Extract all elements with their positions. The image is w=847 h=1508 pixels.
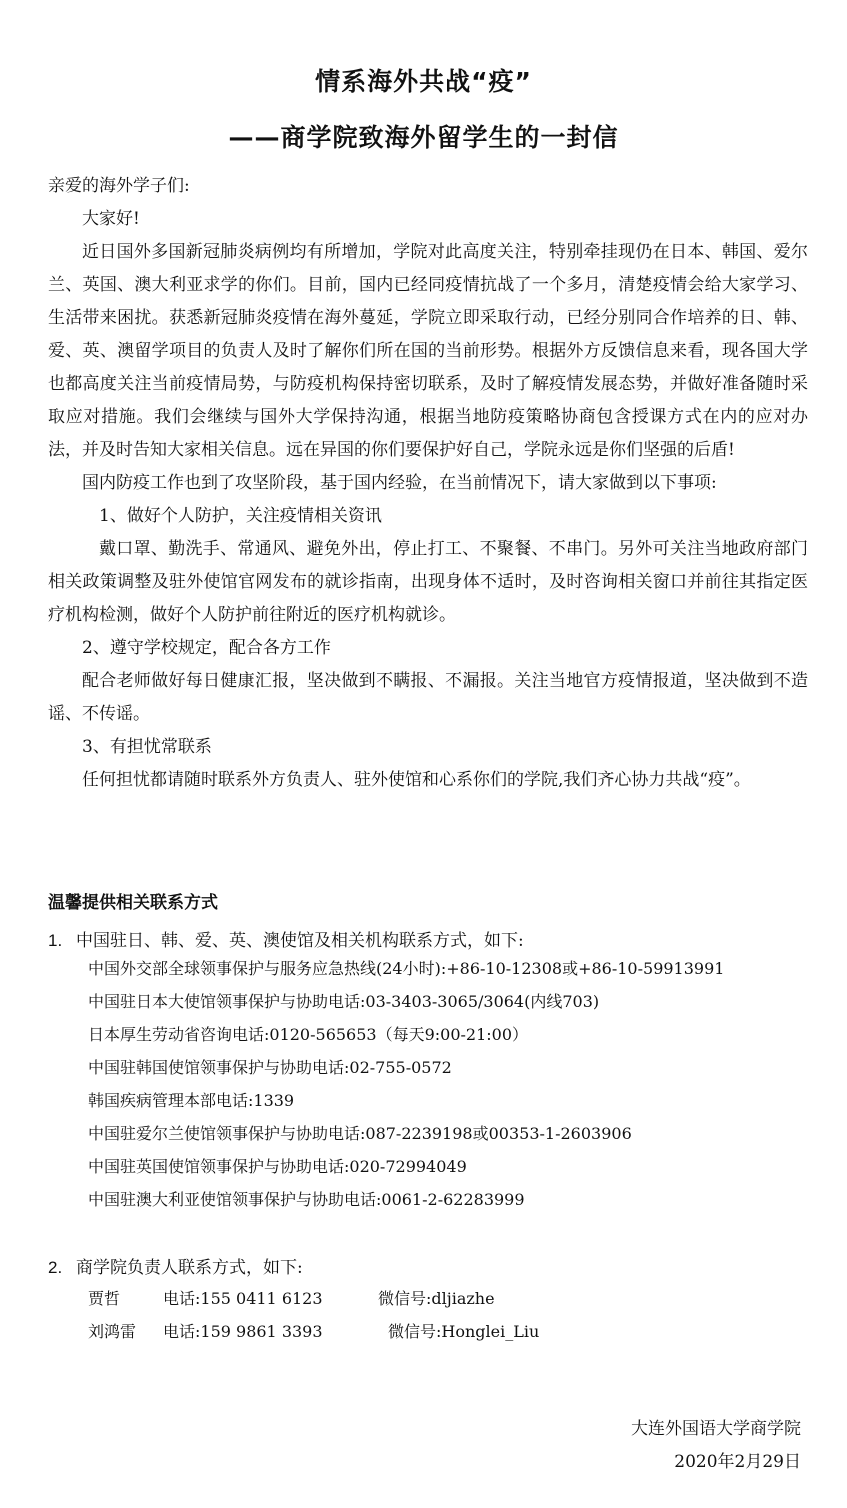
contact-section-heading: 温馨提供相关联系方式 <box>48 893 218 913</box>
item-text-protection: 戴口罩、勤洗手、常通风、避免外出，停止打工、不聚餐、不串门。另外可关注当地政府部门相关政策调整及驻外使馆官网发布的就诊指南，出现身体不适时，及时咨询相关窗口并前往其指定医疗机构检测，做好个人防护前往附近的医疗机构就诊。 <box>48 539 808 625</box>
person-wechat: 微信号:Honglei_Liu <box>388 1322 540 1341</box>
embassy-contact-list <box>88 952 724 1216</box>
greeting: 大家好! <box>82 209 140 229</box>
signature-date: 2020年2月29日 <box>674 1452 801 1472</box>
person-wechat: 微信号:dljiazhe <box>378 1289 495 1308</box>
contact-line: 韩国疾病管理本部电话:1339 <box>88 1091 295 1110</box>
contact-line: 中国驻韩国使馆领事保护与协助电话:02-755-0572 <box>88 1058 452 1077</box>
contact-line: 中国驻澳大利亚使馆领事保护与协助电话:0061-2-62283999 <box>88 1190 525 1209</box>
letter-body <box>48 203 808 797</box>
person-phone: 电话:159 9861 3393 <box>163 1322 323 1341</box>
contact-line: 中国驻日本大使馆领事保护与协助电话:03-3403-3065/3064(内线703) <box>88 992 600 1011</box>
list-title: 中国驻日、韩、爱、英、澳使馆及相关机构联系方式，如下: <box>76 931 524 951</box>
contact-line: 中国驻英国使馆领事保护与协助电话:020-72994049 <box>88 1157 467 1176</box>
person-name: 贾哲 <box>88 1289 121 1308</box>
person-phone: 电话:155 0411 6123 <box>163 1289 323 1308</box>
salutation: 亲爱的海外学子们: <box>48 176 190 196</box>
item-heading-rules: 2、遵守学校规定，配合各方工作 <box>82 638 331 658</box>
item-heading-protection: 1、做好个人防护，关注疫情相关资讯 <box>99 506 382 526</box>
contact-line: 中国驻爱尔兰使馆领事保护与协助电话:087-2239198或00353-1-2603906 <box>88 1124 632 1143</box>
school-list-heading <box>48 1253 303 1278</box>
page-title: 情系海外共战“疫” <box>315 67 532 96</box>
item-text-contact: 任何担忧都请随时联系外方负责人、驻外使馆和心系你们的学院,我们齐心协力共战“疫”。 <box>82 770 751 790</box>
contact-line: 中国外交部全球领事保护与服务应急热线(24小时):+86-10-12308或+86-10-59913991 <box>88 959 725 978</box>
list-number: 2. <box>48 1258 63 1277</box>
list-number: 1. <box>48 931 63 950</box>
contact-line: 日本厚生劳动省咨询电话:0120-565653（每天9:00-21:00） <box>88 1025 529 1044</box>
page-subtitle: ——商学院致海外留学生的一封信 <box>228 123 619 152</box>
paragraph-requests: 国内防疫工作也到了攻坚阶段，基于国内经验，在当前情况下，请大家做到以下事项: <box>82 473 717 493</box>
item-heading-contact: 3、有担忧常联系 <box>82 737 212 757</box>
person-name: 刘鸿雷 <box>88 1322 137 1341</box>
item-text-rules: 配合老师做好每日健康汇报，坚决做到不瞒报、不漏报。关注当地官方疫情报道，坚决做到不造谣、不传谣。 <box>48 671 808 724</box>
paragraph-situation: 近日国外多国新冠肺炎病例均有所增加，学院对此高度关注，特别牵挂现仍在日本、韩国、爱尔兰、英国、澳大利亚求学的你们。目前，国内已经同疫情抗战了一个多月，清楚疫情会给大家学习、生活带来困扰。获悉新冠肺炎疫情在海外蔓延，学院立即采取行动，已经分别同合作培养的日、韩、爱、英、澳留学项目的负责人及时了解你们所在国的当前形势。根据外方反馈信息来看，现各国大学也都高度关注当前疫情局势，与防疫机构保持密切联系，及时了解疫情发展态势，并做好准备随时采取应对措施。我们会继续与国外大学保持沟通，根据当地防疫策略协商包含授课方式在内的应对办法，并及时告知大家相关信息。远在异国的你们要保护好自己，学院永远是你们坚强的后盾! <box>48 242 808 460</box>
signature-org: 大连外国语大学商学院 <box>631 1419 801 1439</box>
list-title: 商学院负责人联系方式，如下: <box>76 1258 303 1278</box>
embassy-list-heading <box>48 926 524 951</box>
